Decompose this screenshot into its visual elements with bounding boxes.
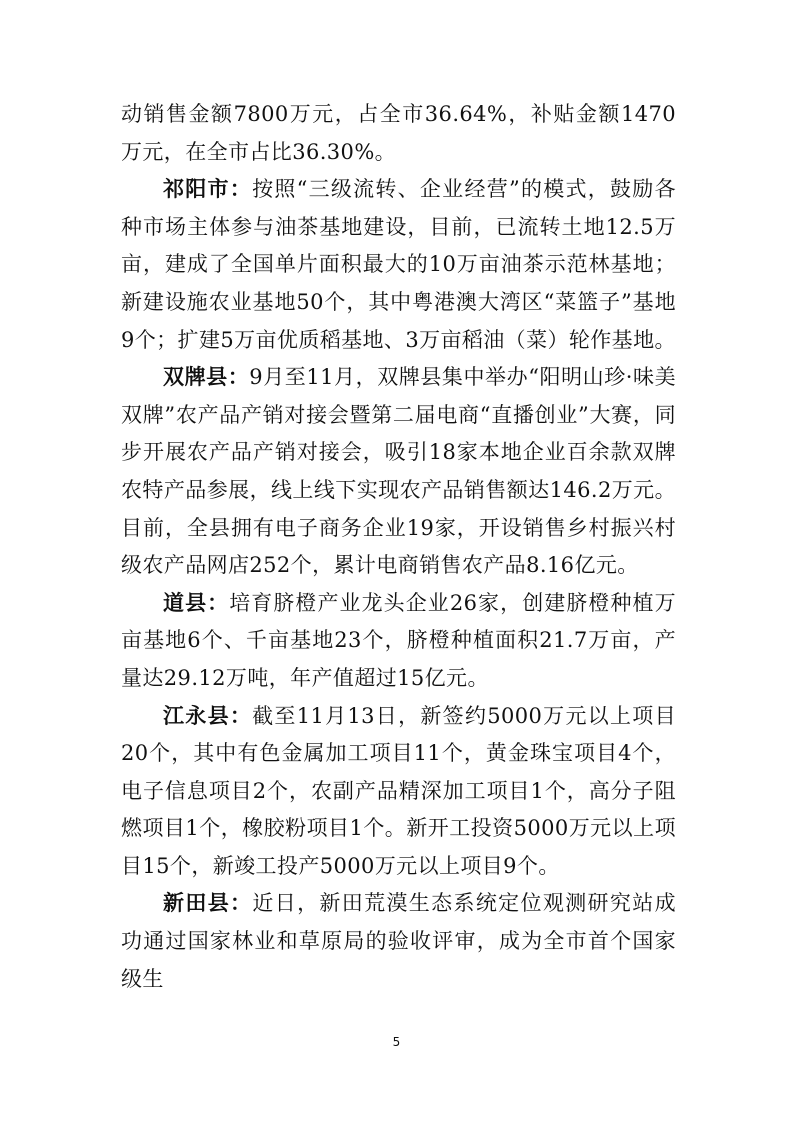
document-body [121,96,676,998]
paragraph-text: 近日，新田荒漠生态系统定位观测研究站成功通过国家林业和草原局的验收评审，成为全市首个国家级生 [121,891,676,991]
page-number: 5 [392,1035,401,1049]
paragraph-jiangyong [121,698,676,886]
paragraph-text: 培育脐橙产业龙头企业26家，创建脐橙种植万亩基地6个、千亩基地23个，脐橙种植面积21.7万亩，产量达29.12万吨，年产值超过15亿元。 [121,590,676,690]
paragraph-heading: 新田县： [163,891,253,916]
paragraph-heading: 祁阳市： [163,177,253,202]
paragraph-continuation [121,96,676,171]
paragraph-text: 9月至11月，双牌县集中举办“阳明山珍·味美双牌”农产品产销对接会暨第二届电商“直播创业”大赛，同步开展农产品产销对接会，吸引18家本地企业百余款双牌农特产品参展，线上线下实现农产品销售额达146.2万元。目前，全县拥有电子商务企业19家，开设销售乡村振兴村级农产品网店252个，累计电商销售农产品8.16亿元。 [121,365,677,578]
paragraph-daoxian [121,585,676,698]
paragraph-text: 截至11月13日，新签约5000万元以上项目20个，其中有色金属加工项目11个，黄金珠宝项目4个，电子信息项目2个，农副产品精深加工项目1个，高分子阻燃项目1个，橡胶粉项目1个。新开工投资5000万元以上项目15个，新竣工投产5000万元以上项目9个。 [121,703,676,878]
paragraph-heading: 双牌县： [163,365,250,390]
paragraph-shuangpai [121,359,676,585]
paragraph-heading: 道县： [163,590,230,615]
paragraph-text: 按照“三级流转、企业经营”的模式，鼓励各种市场主体参与油茶基地建设，目前，已流转土地12.5万亩，建成了全国单片面积最大的10万亩油茶示范林基地；新建设施农业基地50个，其中粤港澳大湾区“菜篮子”基地9个；扩建5万亩优质稻基地、3万亩稻油（菜）轮作基地。 [121,177,676,352]
paragraph-heading: 江永县： [163,703,253,728]
paragraph-xintian [121,885,676,998]
paragraph-text: 动销售金额7800万元，占全市36.64%，补贴金额1470万元，在全市占比36.30%。 [121,102,676,164]
paragraph-qiyang [121,171,676,359]
